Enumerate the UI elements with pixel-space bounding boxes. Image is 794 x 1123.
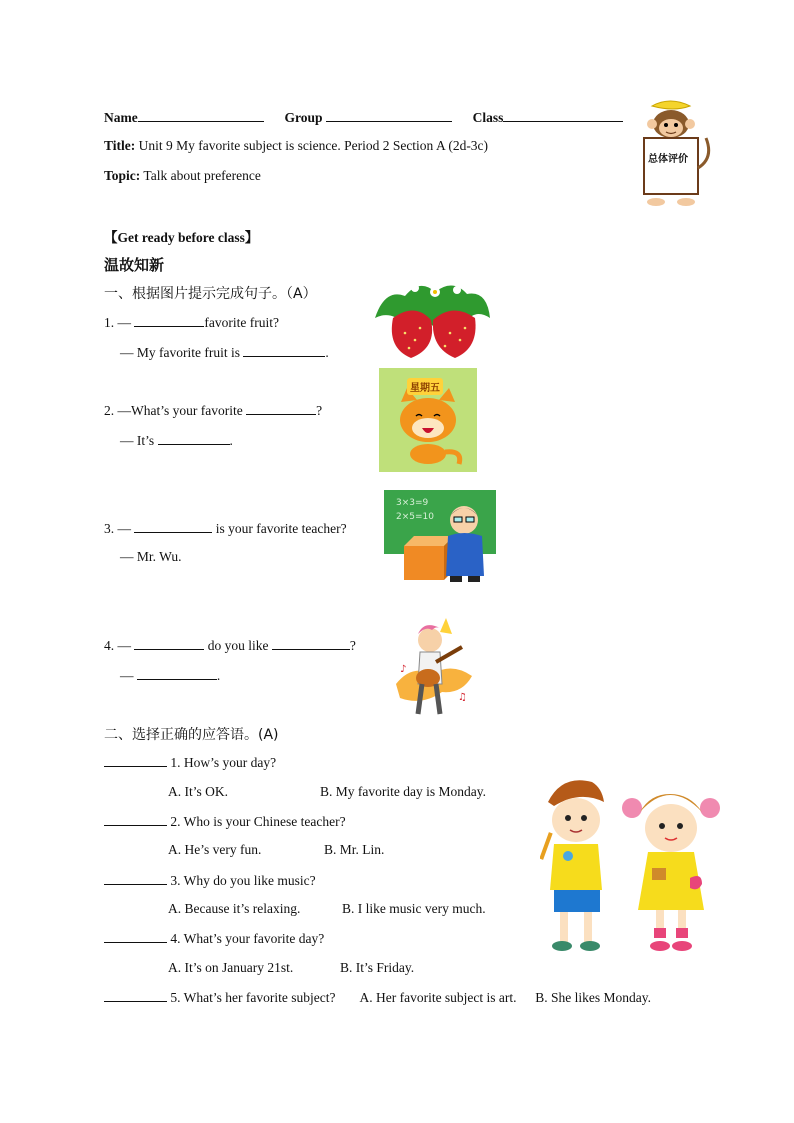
p2-q1-option-b: B. My favorite day is Monday. xyxy=(320,784,486,799)
q1-answer-prefix: — My favorite fruit is xyxy=(120,345,240,360)
board-text-1: 3×3=9 xyxy=(396,498,429,508)
header-row xyxy=(104,109,623,126)
class-blank[interactable] xyxy=(503,109,623,122)
p2-q1 xyxy=(104,754,276,771)
get-ready-heading: 【Get ready before class】 xyxy=(104,230,259,245)
p2-q3 xyxy=(104,872,316,889)
q2-answer-line xyxy=(120,432,233,449)
title-label: Title: xyxy=(104,138,136,153)
q3-answer: — Mr. Wu. xyxy=(120,549,182,564)
q2-blank[interactable] xyxy=(246,402,316,415)
q1-answer-end: . xyxy=(325,345,329,360)
svg-text:♫: ♫ xyxy=(458,692,467,703)
q4-line xyxy=(104,637,356,654)
q4-answer-line xyxy=(120,667,220,684)
q4-tail: ? xyxy=(349,638,356,653)
p2-q3-blank[interactable] xyxy=(104,872,167,885)
q3-number: 3. — xyxy=(104,521,131,536)
p2-q5-option-b: B. She likes Monday. xyxy=(535,990,652,1005)
q4-blank-2[interactable] xyxy=(272,637,350,650)
p2-q2-text: 2. Who is your Chinese teacher? xyxy=(170,814,346,829)
topic-value: Talk about preference xyxy=(143,168,261,183)
p2-q3-option-b: B. I like music very much. xyxy=(342,901,486,916)
q1-tail: favorite fruit? xyxy=(204,315,279,330)
boy-and-girl-icon xyxy=(540,772,730,958)
q2-number: 2. —What’s your favorite xyxy=(104,403,243,418)
p2-q2-option-a: A. He’s very fun. xyxy=(168,842,262,857)
p2-q2-blank[interactable] xyxy=(104,813,167,826)
q2-line xyxy=(104,402,322,419)
q1-answer-blank[interactable] xyxy=(243,344,325,357)
q4-answer-blank[interactable] xyxy=(137,667,217,680)
p2-q1-blank[interactable] xyxy=(104,754,167,767)
group-blank[interactable] xyxy=(326,109,452,122)
part1-heading: 一、根据图片提示完成句子。（A） xyxy=(104,286,317,302)
topic-label: Topic: xyxy=(104,168,141,183)
q4-answer-end: . xyxy=(216,668,221,683)
q3-blank[interactable] xyxy=(134,520,212,533)
q1-blank[interactable] xyxy=(134,314,204,327)
p2-q4-text: 4. What’s your favorite day? xyxy=(170,931,325,946)
strawberry-picture xyxy=(375,278,490,360)
p2-q5-option-a: A. Her favorite subject is art. xyxy=(359,990,517,1005)
topic-line xyxy=(104,168,261,184)
group-label: Group xyxy=(284,110,323,125)
guitar-player-icon xyxy=(392,614,476,718)
strawberry-icon xyxy=(375,278,490,360)
q1-number: 1. — xyxy=(104,315,131,330)
p2-q5-blank[interactable] xyxy=(104,989,167,1002)
friday-label: 星期五 xyxy=(407,378,443,395)
p2-q1-text: 1. How’s your day? xyxy=(170,755,277,770)
kids-picture xyxy=(540,772,730,958)
review-subheading: 温故知新 xyxy=(104,256,165,274)
q1-line xyxy=(104,314,279,331)
p2-q3-option-a: A. Because it’s relaxing. xyxy=(168,901,301,916)
p2-q2-option-b: B. Mr. Lin. xyxy=(324,842,385,857)
title-value: Unit 9 My favorite subject is science. Period 2 Section A (2d-3c) xyxy=(138,138,489,153)
q4-answer-prefix: — xyxy=(120,668,134,683)
q4-number: 4. — xyxy=(104,638,131,653)
badge-text: 总体评价 xyxy=(648,154,688,165)
q2-answer-blank[interactable] xyxy=(158,432,230,445)
q1-answer-line xyxy=(120,344,329,361)
svg-text:♪: ♪ xyxy=(400,664,407,675)
part2-heading: 二、选择正确的应答语。(A) xyxy=(104,727,279,743)
class-label: Class xyxy=(472,110,504,125)
p2-q4-option-b: B. It’s Friday. xyxy=(340,960,415,975)
p2-q4-blank[interactable] xyxy=(104,930,167,943)
p2-q5 xyxy=(104,989,651,1006)
q4-mid: do you like xyxy=(207,638,269,653)
q3-line xyxy=(104,520,347,537)
monkey-evaluation-badge xyxy=(634,98,714,210)
name-blank[interactable] xyxy=(138,109,264,122)
p2-q1-option-a: A. It’s OK. xyxy=(168,784,228,799)
p2-q4 xyxy=(104,930,324,947)
name-label: Name xyxy=(104,110,138,125)
title-line xyxy=(104,138,488,154)
q3-tail: is your favorite teacher? xyxy=(215,521,347,536)
teacher-picture xyxy=(384,490,496,584)
q2-answer-prefix: — It’s xyxy=(120,433,155,448)
p2-q3-text: 3. Why do you like music? xyxy=(170,873,316,888)
p2-q2 xyxy=(104,813,346,830)
p2-q5-text: 5. What’s her favorite subject? xyxy=(170,990,336,1005)
q2-tail: ? xyxy=(316,403,323,418)
q4-blank-1[interactable] xyxy=(134,637,204,650)
friday-cat-picture xyxy=(379,368,477,472)
q2-answer-end: . xyxy=(229,433,233,448)
guitar-player-picture xyxy=(392,614,476,718)
p2-q4-option-a: A. It’s on January 21st. xyxy=(168,960,294,975)
board-text-2: 2×5=10 xyxy=(396,512,434,522)
